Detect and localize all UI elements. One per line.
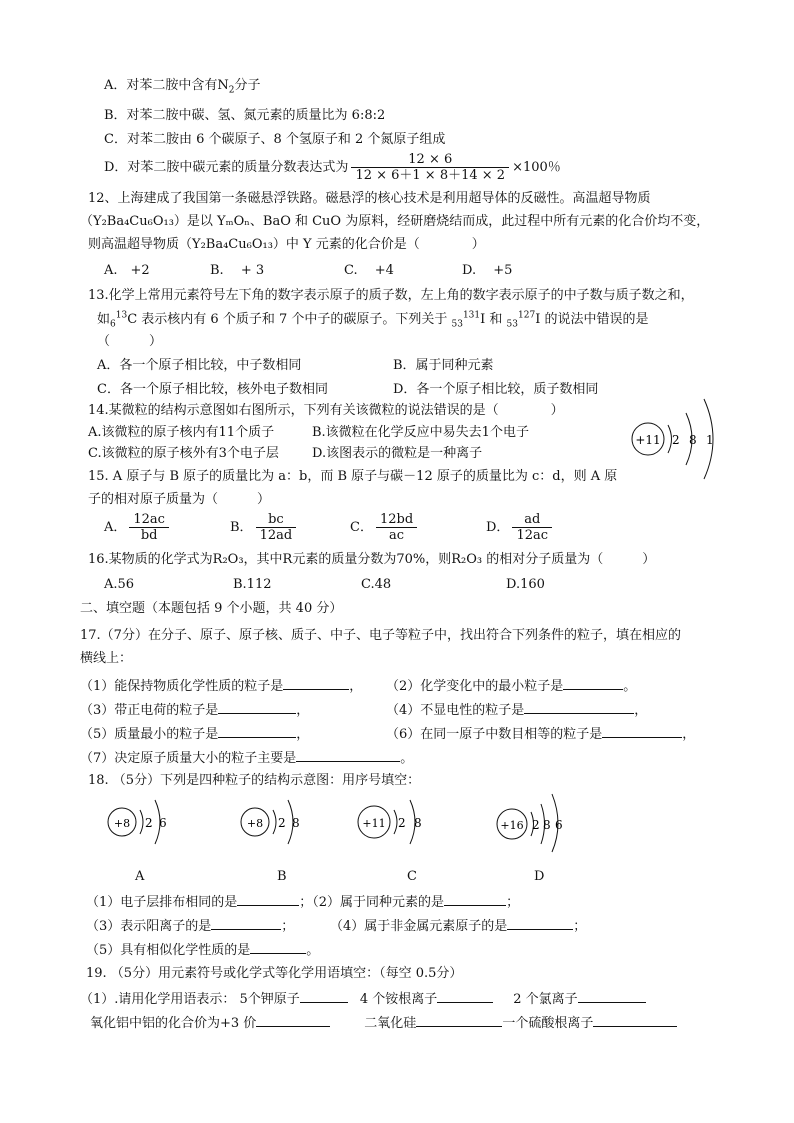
q17-item-3: （3）带正电荷的粒子是 ， bbox=[80, 700, 309, 720]
shell-electron-count: 2 bbox=[145, 816, 153, 830]
q18-stem: 18. （5分）下列是四种粒子的结构示意图：用序号填空： bbox=[88, 773, 421, 788]
q14-option-d: D.该图表示的微粒是一种离子 bbox=[312, 446, 483, 461]
section-heading: 二、填空题（本题包括 9 个小题，共 40 分） bbox=[80, 601, 343, 616]
q13-option-d: D．各一个原子相比较，质子数相同 bbox=[393, 382, 599, 397]
q13-stem-line2: 如$_6^{13}$C 表示核内有 6 个质子和 7 个中子的碳原子。下列关于 $_{53}^{131}$I 和 $_{53}^{127}$I 的说法中错误的是 bbox=[97, 310, 649, 330]
q18-row2: （3）表示阳离子的是 ； bbox=[86, 916, 294, 936]
q14-option-c: C.该微粒的原子核外有3个电子层 bbox=[88, 446, 279, 461]
q12-option-a: A. +2 bbox=[104, 263, 150, 278]
q18-diagram-d bbox=[490, 790, 590, 854]
electron-shell-1 bbox=[273, 810, 276, 834]
answer-blank[interactable] bbox=[218, 724, 296, 738]
q16-option-b: B.112 bbox=[233, 577, 272, 592]
q19-stem: 19. （5分）用元素符号或化学式等化学用语填空：（每空 0.5分） bbox=[86, 966, 463, 981]
q14-option-a: A.该微粒的原子核内有11个质子 bbox=[88, 425, 275, 440]
q18-diagram-c bbox=[350, 790, 445, 854]
answer-blank[interactable] bbox=[578, 989, 646, 1003]
shell-electron-count: 8 bbox=[292, 816, 300, 830]
q12-stem-line3: 则高温超导物质（Y₂Ba₄Cu₆O₁₃）中 Y 元素的化合价是（ ） bbox=[88, 237, 485, 252]
q15-option-b: B． $\frac{bc}{12ad}$ bbox=[230, 512, 299, 543]
nucleus-charge: +16 bbox=[500, 819, 524, 832]
diagram-label: A bbox=[135, 869, 145, 884]
q13-option-b: B．属于同种元素 bbox=[393, 358, 494, 373]
q14-stem: 14.某微粒的结构示意图如右图所示，下列有关该微粒的说法错误的是（ ） bbox=[88, 403, 564, 418]
nucleus-charge: +8 bbox=[113, 817, 131, 830]
q15-option-d: D． $\frac{ad}{12ac}$ bbox=[486, 512, 555, 543]
shell-electron-count: 8 bbox=[689, 433, 697, 447]
answer-blank[interactable] bbox=[211, 916, 281, 930]
answer-blank[interactable] bbox=[283, 676, 349, 690]
q16-option-d: D.160 bbox=[506, 577, 545, 592]
electron-shell-1 bbox=[668, 425, 672, 453]
q17-item-5: （5）质量最小的粒子是 ， bbox=[80, 724, 309, 744]
diagram-label: D bbox=[534, 869, 545, 884]
diagram-label: C bbox=[407, 869, 417, 884]
shell-electron-count: 6 bbox=[555, 818, 563, 832]
shell-electron-count: 8 bbox=[414, 816, 422, 830]
q17-item-4: （4）不显电性的粒子是 ， bbox=[386, 700, 647, 720]
mass-fraction-formula: $\frac{12 \times 6}{12 \times 6+1 \times 8+14 \times 2}$ bbox=[351, 152, 509, 183]
answer-blank[interactable] bbox=[593, 1013, 677, 1027]
q17-item-2: （2）化学变化中的最小粒子是 。 bbox=[386, 676, 636, 696]
q14-atom-diagram bbox=[628, 395, 723, 487]
answer-blank[interactable] bbox=[602, 724, 682, 738]
answer-blank[interactable] bbox=[256, 1013, 330, 1027]
answer-blank[interactable] bbox=[444, 892, 506, 906]
q15-stem-line2: 子的相对原子质量为（ ） bbox=[88, 492, 271, 507]
q16-option-a: A.56 bbox=[104, 577, 135, 592]
nucleus-charge: +11 bbox=[362, 817, 386, 830]
q11-option-c: C．对苯二胺由 6 个碳原子、8 个氢原子和 2 个氮原子组成 bbox=[104, 132, 446, 147]
q11-option-d: D．对苯二胺中碳元素的质量分数表达式为 $\frac{12 \times 6}{12 \times 6+1 \times 8+14 \times 2}$ ×100％ bbox=[104, 152, 561, 183]
diagram-label: B bbox=[277, 869, 287, 884]
electron-shell-1 bbox=[394, 810, 397, 834]
q11-option-a: A．对苯二胺中含有$N_2$分子 bbox=[104, 78, 261, 96]
q17-item-7: （7）决定原子质量大小的粒子主要是 。 bbox=[80, 748, 413, 768]
q18-row1: （1）电子层排布相同的是 ；（2）属于同种元素的是 ； bbox=[86, 892, 519, 912]
q17-stem-line1: 17.（7分）在分子、原子、原子核、质子、中子、电子等粒子中，找出符合下列条件的粒子，填在相应的 bbox=[80, 628, 681, 643]
electron-shell-1 bbox=[140, 810, 143, 834]
answer-blank[interactable] bbox=[507, 916, 573, 930]
q17-stem-line2: 横线上： bbox=[80, 651, 133, 666]
q12-stem-line2: （Y₂Ba₄Cu₆O₁₃）是以 YₘOₙ、BaO 和 CuO 为原料，经研磨烧结而成，此过程中所有元素的化合价均不变， bbox=[80, 214, 710, 229]
shell-electron-count: 2 bbox=[532, 818, 540, 832]
q17-item-1: （1）能保持物质化学性质的粒子是 ， bbox=[80, 676, 362, 696]
shell-electron-count: 2 bbox=[278, 816, 286, 830]
q15-option-c: C． $\frac{12bd}{ac}$ bbox=[350, 512, 420, 543]
q16-option-c: C.48 bbox=[361, 577, 392, 592]
q19-row1: （1）.请用化学用语表示： 5个钾原子 4 个铵根离子 2 个氯离子 bbox=[80, 989, 646, 1009]
shell-electron-count: 6 bbox=[159, 816, 167, 830]
q16-stem: 16.某物质的化学式为R₂O₃，其中R元素的质量分数为70%，则R₂O₃ 的相对分子质量为（ ） bbox=[88, 552, 656, 567]
shell-electron-count: 8 bbox=[543, 818, 551, 832]
q12-option-d: D. +5 bbox=[462, 263, 513, 278]
q17-item-6: （6）在同一原子中数目相等的粒子是 ， bbox=[386, 724, 695, 744]
q19-row2: 氧化铝中铝的化合价为+3 价 二氧化硅 一个硫酸根离子 bbox=[90, 1013, 677, 1033]
q13-option-a: A．各一个原子相比较，中子数相同 bbox=[97, 358, 302, 373]
shell-electron-count: 2 bbox=[398, 816, 406, 830]
answer-blank[interactable] bbox=[416, 1013, 502, 1027]
answer-blank[interactable] bbox=[437, 989, 493, 1003]
q18-row3: （5）具有相似化学性质的是 。 bbox=[86, 940, 319, 960]
q13-option-c: C．各一个原子相比较，核外电子数相同 bbox=[97, 382, 328, 397]
q12-option-c: C. +4 bbox=[344, 263, 394, 278]
q18-row2-right: （4）属于非金属元素原子的是 ； bbox=[330, 916, 586, 936]
q13-stem-line1: 13.化学上常用元素符号左下角的数字表示原子的质子数，左上角的数字表示原子的中子数与质子数之和， bbox=[88, 288, 694, 303]
q14-option-b: B.该微粒在化学反应中易失去1个电子 bbox=[312, 425, 529, 440]
q12-stem-line1: 12、上海建成了我国第一条磁悬浮铁路。磁悬浮的核心技术是利用超导体的反磁性。高温超导物质 bbox=[88, 191, 651, 206]
answer-blank[interactable] bbox=[524, 700, 634, 714]
q18-diagram-b bbox=[233, 790, 323, 854]
answer-blank[interactable] bbox=[237, 892, 299, 906]
q15-stem-line1: 15. A 原子与 B 原子的质量比为 a：b，而 B 原子与碳－12 原子的质量比为 c：d，则 A 原 bbox=[88, 469, 618, 484]
q15-option-a: A． $\frac{12ac}{bd}$ bbox=[104, 512, 172, 543]
nucleus-charge: +11 bbox=[635, 433, 661, 447]
shell-electron-count: 1 bbox=[706, 433, 714, 447]
answer-blank[interactable] bbox=[296, 748, 400, 762]
answer-blank[interactable] bbox=[300, 989, 348, 1003]
answer-blank[interactable] bbox=[218, 700, 296, 714]
q12-option-b: B. + 3 bbox=[210, 263, 265, 278]
answer-blank[interactable] bbox=[563, 676, 623, 690]
q11-option-b: B．对苯二胺中碳、氢、氮元素的质量比为 6:8:2 bbox=[104, 108, 386, 123]
answer-blank[interactable] bbox=[250, 940, 306, 954]
nucleus-charge: +8 bbox=[246, 817, 264, 830]
q13-stem-line3: （ ） bbox=[97, 334, 163, 349]
q18-diagram-a bbox=[100, 790, 190, 854]
shell-electron-count: 2 bbox=[672, 433, 680, 447]
